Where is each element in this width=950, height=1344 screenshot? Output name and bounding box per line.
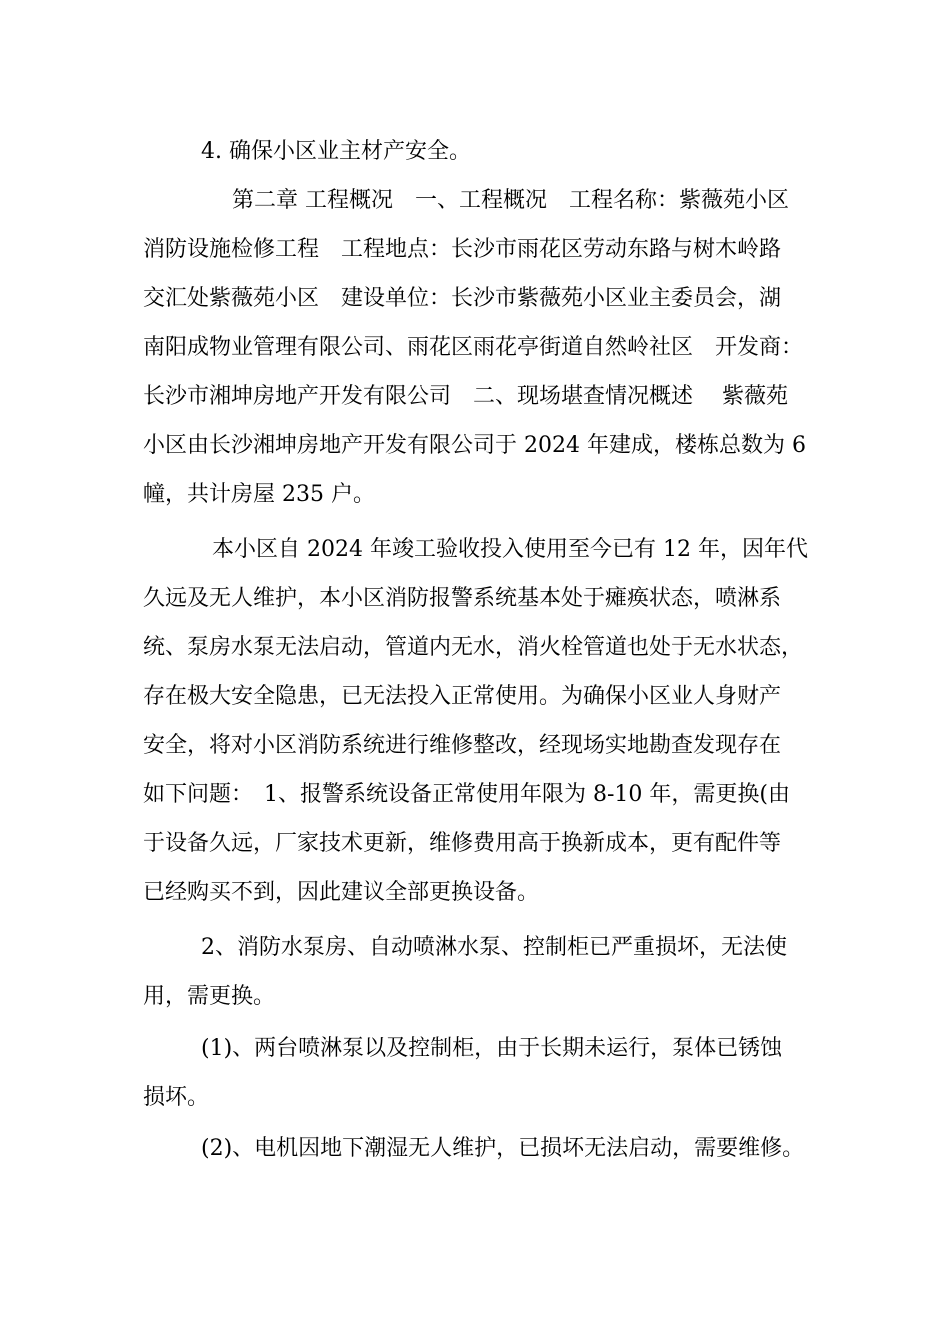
text-line: 久远及无人维护，本小区消防报警系统基本处于瘫痪状态，喷淋系 xyxy=(143,586,782,611)
text-line: 已经购买不到，因此建议全部更换设备。 xyxy=(143,880,540,905)
text-line: 用，需更换。 xyxy=(143,984,276,1009)
text-line: 本小区自 2024 年竣工验收投入使用至今已有 12 年，因年代 xyxy=(212,537,808,562)
text-line: 存在极大安全隐患，已无法投入正常使用。为确保小区业人身财产 xyxy=(143,684,782,709)
text-line: 统、泵房水泵无法启动，管道内无水，消火栓管道也处于无水状态， xyxy=(143,635,804,660)
text-line: 安全，将对小区消防系统进行维修整改，经现场实地勘查发现存在 xyxy=(143,733,782,758)
text-line: 消防设施检修工程 工程地点：长沙市雨花区劳动东路与树木岭路 xyxy=(143,237,782,262)
text-line: (1)、两台喷淋泵以及控制柜，由于长期未运行，泵体已锈蚀 xyxy=(201,1036,783,1061)
text-line: 南阳成物业管理有限公司、雨花区雨花亭街道自然岭社区 开发商： xyxy=(143,335,804,360)
text-line: 长沙市湘坤房地产开发有限公司 二、现场堪查情况概述 紫薇苑 xyxy=(143,384,788,409)
text-line: 如下问题： 1、报警系统设备正常使用年限为 8-10 年，需更换(由 xyxy=(143,782,790,807)
text-line: 交汇处紫薇苑小区 建设单位：长沙市紫薇苑小区业主委员会，湖 xyxy=(143,286,782,311)
text-line: 小区由长沙湘坤房地产开发有限公司于 2024 年建成，楼栋总数为 6 xyxy=(143,433,806,458)
text-line: 于设备久远，厂家技术更新，维修费用高于换新成本，更有配件等 xyxy=(143,831,782,856)
text-line: 4. 确保小区业主材产安全。 xyxy=(201,139,471,164)
text-line: (2)、电机因地下潮湿无人维护，已损坏无法启动，需要维修。 xyxy=(201,1136,805,1161)
text-line: 2、消防水泵房、自动喷淋水泵、控制柜已严重损坏，无法使 xyxy=(201,935,787,960)
text-line: 幢，共计房屋 235 户。 xyxy=(143,482,375,507)
text-line: 损坏。 xyxy=(143,1085,210,1110)
text-line: 第二章 工程概况 一、工程概况 工程名称：紫薇苑小区 xyxy=(232,188,789,213)
